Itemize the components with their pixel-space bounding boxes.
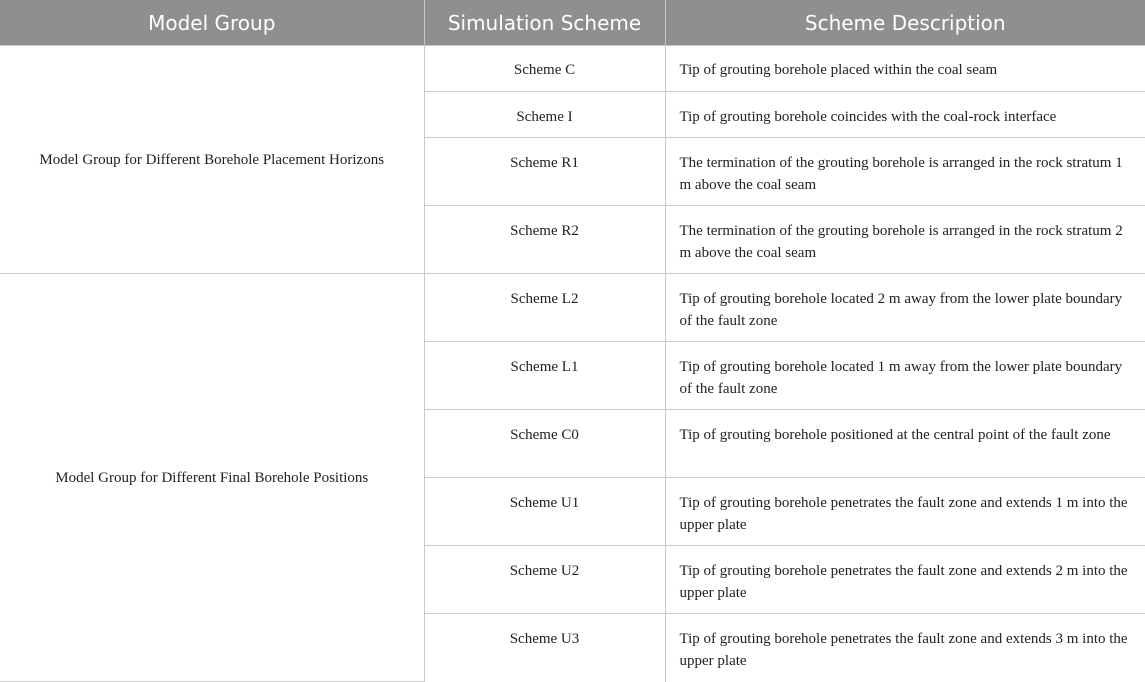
description-cell: Tip of grouting borehole penetrates the fault zone and extends 3 m into the upper plate (665, 614, 1145, 682)
description-cell: Tip of grouting borehole located 2 m away from the lower plate boundary of the fault zone (665, 274, 1145, 342)
header-scheme-description: Scheme Description (665, 0, 1145, 46)
description-cell: Tip of grouting borehole placed within the coal seam (665, 46, 1145, 92)
description-cell: Tip of grouting borehole penetrates the fault zone and extends 1 m into the upper plate (665, 478, 1145, 546)
description-cell: The termination of the grouting borehole is arranged in the rock stratum 1 m above the coal seam (665, 138, 1145, 206)
description-cell: Tip of grouting borehole penetrates the fault zone and extends 2 m into the upper plate (665, 546, 1145, 614)
scheme-cell: Scheme C (424, 46, 665, 92)
scheme-cell: Scheme L1 (424, 342, 665, 410)
scheme-cell: Scheme L2 (424, 274, 665, 342)
scheme-cell: Scheme C0 (424, 410, 665, 478)
table-row (0, 274, 1145, 342)
description-cell: The termination of the grouting borehole is arranged in the rock stratum 2 m above the coal seam (665, 206, 1145, 274)
description-cell: Tip of grouting borehole coincides with the coal-rock interface (665, 92, 1145, 138)
scheme-cell: Scheme R2 (424, 206, 665, 274)
model-group-cell: Model Group for Different Final Borehole Positions (0, 274, 424, 682)
scheme-cell: Scheme I (424, 92, 665, 138)
header-model-group: Model Group (0, 0, 424, 46)
scheme-cell: Scheme U3 (424, 614, 665, 682)
header-simulation-scheme: Simulation Scheme (424, 0, 665, 46)
model-group-cell: Model Group for Different Borehole Placement Horizons (0, 46, 424, 274)
description-cell: Tip of grouting borehole located 1 m away from the lower plate boundary of the fault zone (665, 342, 1145, 410)
description-cell: Tip of grouting borehole positioned at the central point of the fault zone (665, 410, 1145, 478)
scheme-cell: Scheme R1 (424, 138, 665, 206)
header-row (0, 0, 1145, 46)
scheme-cell: Scheme U2 (424, 546, 665, 614)
scheme-cell: Scheme U1 (424, 478, 665, 546)
table-row (0, 46, 1145, 92)
